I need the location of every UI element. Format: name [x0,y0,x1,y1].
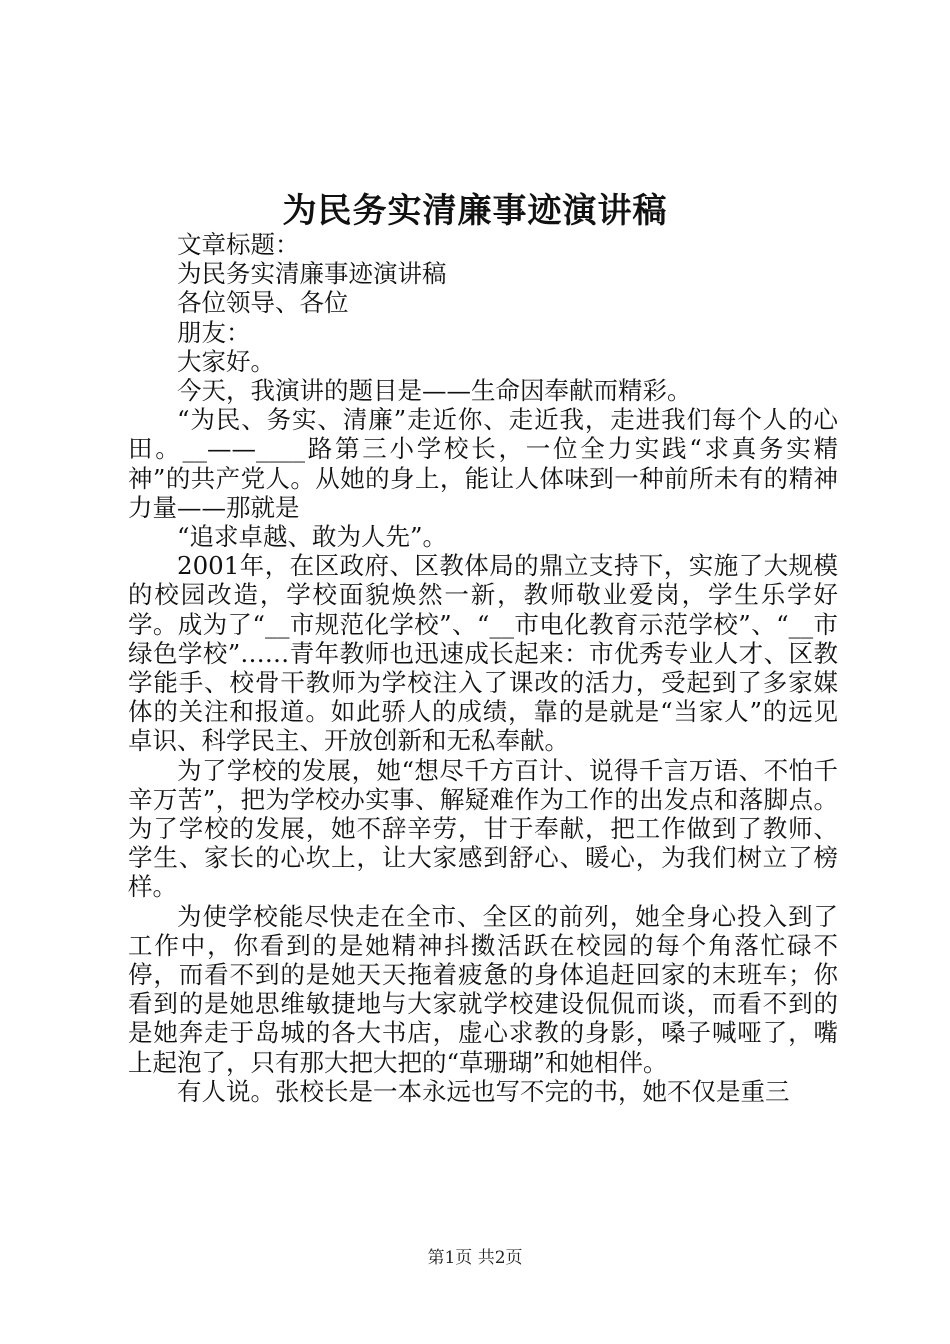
paragraph-3: 各位领导、各位 [177,288,349,318]
paragraph-12: 有人说。张校长是一本永远也写不完的书，她不仅是重三 [177,1076,790,1106]
paragraph-11: 为使学校能尽快走在全市、全区的前列，她全身心投入到了工作中，你看到的是她精神抖擞活跃在校园的每个角落忙碌不停，而看不到的是她天天拖着疲惫的身体追赶回家的末班车；你看到的是她思维敏捷地与大家就学校建设侃侃而谈，而看不到的是她奔走于岛城的各大书店，虚心求教的身影，嗓子喊哑了，嘴上起泡了，只有那大把大把的“草珊瑚”和她相伴。 [128,901,838,1077]
paragraph-10: 为了学校的发展，她“想尽千方百计、说得千言万语、不怕千辛万苦”，把为学校办实事、解疑难作为工作的出发点和落脚点。为了学校的发展，她不辞辛劳，甘于奉献，把工作做到了教师、学生、家长的心坎上，让大家感到舒心、暖心，为我们树立了榜样。 [128,755,838,902]
document-body [128,230,838,1106]
paragraph-2: 为民务实清廉事迹演讲稿 [177,259,447,289]
document-title: 为民务实清廉事迹演讲稿 [282,191,668,231]
paragraph-7: “为民、务实、清廉”走近你、走近我，走进我们每个人的心田。__——____路第三小学校长，一位全力实践“求真务实精神”的共产党人。从她的身上，能让人体味到一种前所未有的精神力量——那就是 [128,405,838,522]
paragraph-4: 朋友： [177,317,251,347]
paragraph-6: 今天，我演讲的题目是——生命因奉献而精彩。 [177,376,692,406]
page-number: 第1页 共2页 [427,1248,523,1268]
paragraph-1: 文章标题： [177,230,300,259]
paragraph-5: 大家好。 [177,346,275,376]
paragraph-9: 2001年，在区政府、区教体局的鼎立支持下，实施了大规模的校园改造，学校面貌焕然一新，教师敬业爱岗，学生乐学好学。成为了“__市规范化学校”、“__市电化教育示范学校”、“__市绿色学校”……青年教师也迅速成长起来：市优秀专业人才、区教学能手、校骨干教师为学校注入了课改的活力，受起到了多家媒体的关注和报道。如此骄人的成绩，靠的是就是“当家人”的远见卓识、科学民主、开放创新和无私奉献。 [128,551,838,756]
paragraph-8: “追求卓越、敢为人先”。 [177,522,448,552]
